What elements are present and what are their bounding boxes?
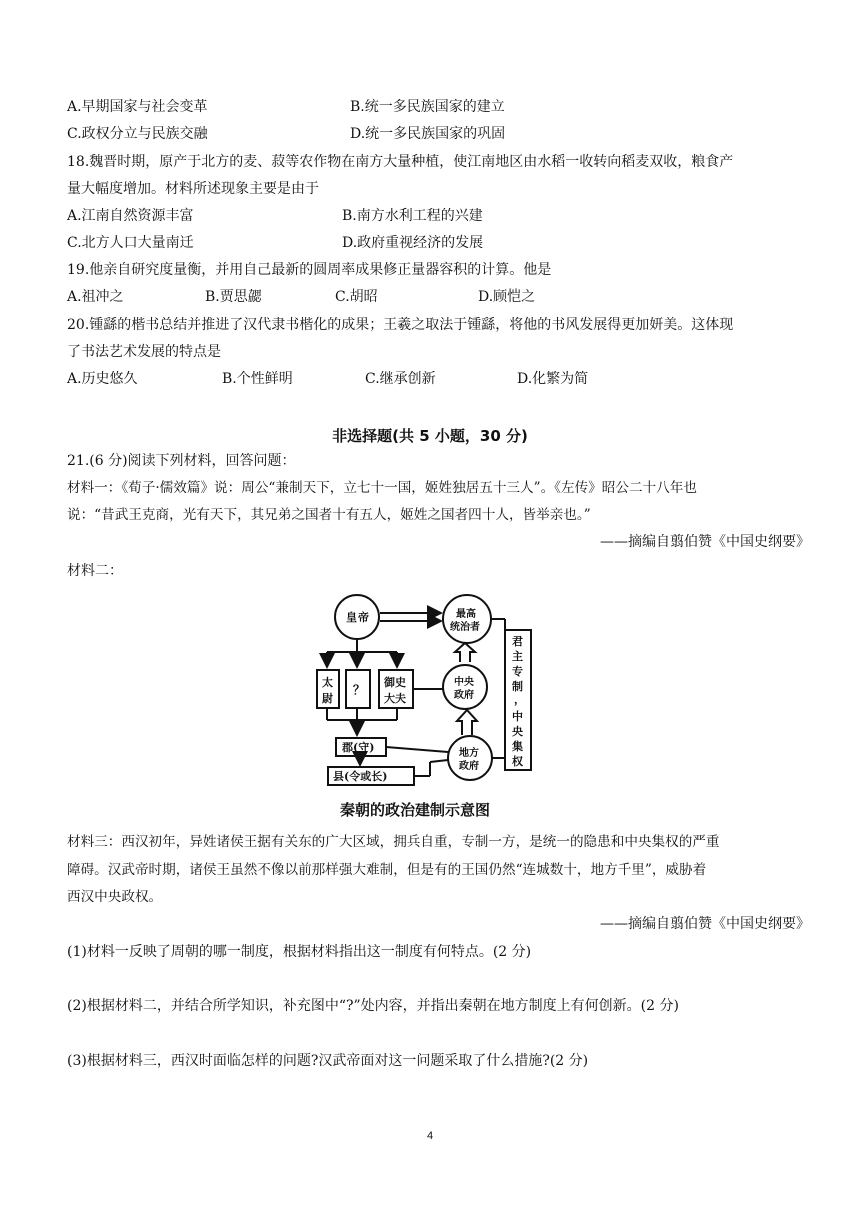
material3-line2: 障碍。汉武帝时期，诸侯王虽然不像以前那样强大难制，但是有的王国仍然“连城数十，地方千里”，威胁着 [67, 862, 707, 878]
q20-option-d: D.化繁为简 [517, 371, 589, 387]
q18-stem-line1: 18.魏晋时期，原产于北方的麦、菽等农作物在南方大量种植，使江南地区由水稻一收转向稻麦双收，粮食产 [67, 154, 734, 170]
q19-option-c: C.胡昭 [335, 289, 378, 305]
central-gov-label-2: 政府 [454, 690, 474, 701]
q18-option-c: C.北方人口大量南迁 [67, 235, 194, 251]
side-char-4: 制 [512, 680, 523, 693]
taiwei-label: 太 [322, 676, 333, 689]
side-label [512, 634, 525, 768]
xian-label: 县(令或长) [333, 770, 388, 783]
q18-option-b: B.南方水利工程的兴建 [342, 208, 483, 224]
q20-stem-line1: 20.锺繇的楷书总结并推进了汉代隶书楷化的成果；王羲之取法于锺繇，将他的书风发展得更加妍美。这体现 [67, 317, 734, 333]
q17-option-c: C.政权分立与民族交融 [67, 126, 208, 142]
central-gov-label: 中央 [454, 677, 474, 688]
side-char-1: 君 [512, 635, 523, 648]
jun-label: 郡(守) [342, 741, 375, 754]
emperor-node [335, 595, 379, 639]
side-char-9: 权 [512, 755, 523, 768]
material3-line1: 材料三：西汉初年，异姓诸侯王据有关东的广大区域，拥兵自重，专制一方，是统一的隐患和中央集权的严重 [67, 834, 720, 850]
q21-sub2: (2)根据材料二，并结合所学知识，补充图中“?”处内容，并指出秦朝在地方制度上有何创新。(2 分) [67, 998, 679, 1014]
q18-stem-line2: 量大幅度增加。材料所述现象主要是由于 [67, 181, 319, 197]
material2-label: 材料二： [67, 563, 123, 579]
q19-option-a: A.祖冲之 [67, 289, 124, 305]
q20-option-b: B.个性鲜明 [222, 371, 293, 387]
q19-option-d: D.顾恺之 [478, 289, 536, 305]
yushi-label-2: 大夫 [384, 692, 406, 705]
emperor-label-2: 帝 [358, 611, 369, 624]
q21-stem: 21.(6 分)阅读下列材料，回答问题： [67, 453, 296, 469]
q19-stem: 19.他亲自研究度量衡，并用自己最新的圆周率成果修正量器容积的计算。他是 [67, 262, 552, 278]
q17-option-d: D.统一多民族国家的巩固 [350, 126, 506, 142]
q20-stem-line2: 了书法艺术发展的特点是 [67, 344, 221, 360]
q21-sub1: (1)材料一反映了周朝的哪一制度，根据材料指出这一制度有何特点。(2 分) [67, 944, 532, 960]
material1-source: ——摘编自翦伯赞《中国史纲要》 [600, 534, 810, 550]
local-gov-label-2: 政府 [459, 761, 479, 772]
qin-political-system-diagram [300, 590, 550, 822]
q18-option-d: D.政府重视经济的发展 [342, 235, 484, 251]
material1-line2: 说：“昔武王克商，光有天下，其兄弟之国者十有五人，姬姓之国者四十人，皆举亲也。” [67, 507, 591, 523]
side-char-5: ， [514, 693, 525, 706]
diagram-caption: 秦朝的政治建制示意图 [340, 801, 491, 819]
q20-option-c: C.继承创新 [365, 371, 436, 387]
local-gov-label: 地方 [459, 748, 479, 759]
unknown-office-label: ？ [353, 683, 366, 697]
side-char-6: 中 [512, 710, 523, 723]
side-char-2: 主 [512, 650, 523, 663]
taiwei-label-2: 尉 [322, 692, 333, 705]
side-char-8: 集 [512, 740, 523, 753]
side-char-7: 央 [512, 725, 523, 738]
q21-sub3: (3)根据材料三，西汉时面临怎样的问题?汉武帝面对这一问题采取了什么措施?(2 分) [67, 1053, 589, 1069]
q17-option-a: A.早期国家与社会变革 [67, 99, 208, 115]
section-title: 非选择题(共 5 小题，30 分) [332, 427, 528, 445]
material3-source: ——摘编自翦伯赞《中国史纲要》 [600, 916, 810, 932]
supreme-ruler-label-2: 统治者 [450, 622, 480, 633]
side-char-3: 专 [512, 665, 523, 678]
q18-option-a: A.江南自然资源丰富 [67, 208, 194, 224]
emperor-label: 皇 [346, 611, 357, 624]
material3-line3: 西汉中央政权。 [67, 889, 163, 905]
supreme-ruler-label: 最高 [456, 609, 476, 620]
page-number: 4 [426, 1130, 434, 1142]
q19-option-b: B.贾思勰 [205, 289, 262, 305]
yushi-label: 御史 [384, 676, 406, 689]
q20-option-a: A.历史悠久 [67, 371, 138, 387]
q17-option-b: B.统一多民族国家的建立 [350, 99, 505, 115]
material1-line1: 材料一：《荀子·儒效篇》说：周公“兼制天下，立七十一国，姬姓独居五十三人”。《左传》昭公二十八年也 [67, 480, 697, 496]
